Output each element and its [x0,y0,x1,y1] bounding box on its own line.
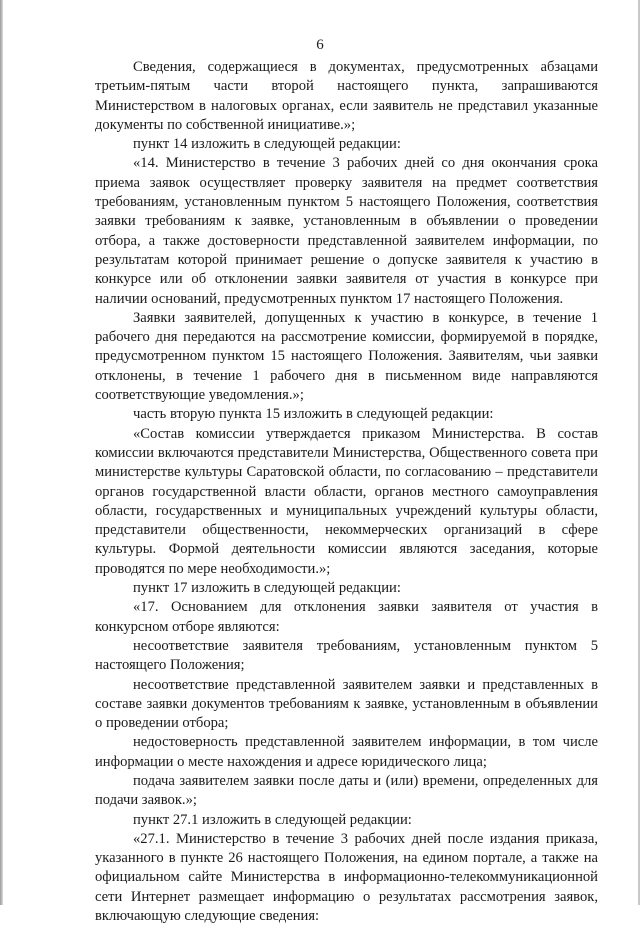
paragraph: «Состав комиссии утверждается приказом Министерства. В состав комиссии включаются представители Министерства, Общественного совета при министерстве культуры Саратовской области, по согласованию – представители органов государственной власти области, органов местного самоуправления области, государственных и муниципальных учреждений культуры области, представители общественности, некоммерческих организаций в сфере культуры. Формой деятельности комиссии являются заседания, которые проводятся по мере необходимости.»; [95,425,598,577]
paragraph: часть вторую пункта 15 изложить в следующей редакции: [133,406,494,423]
document-body [95,58,598,926]
paragraph: пункт 17 изложить в следующей редакции: [133,580,401,597]
paragraph: подача заявителем заявки после даты и (или) времени, определенных для подачи заявок.»; [95,772,598,809]
page-number: 6 [316,37,324,53]
paragraph: пункт 27.1 изложить в следующей редакции: [133,811,412,828]
paragraph: несоответствие представленной заявителем заявки и представленных в составе заявки документов требованиям к заявке, установленным в объявлении о проведении отбора; [95,676,598,732]
paragraph: Заявки заявителей, допущенных к участию в конкурсе, в течение 1 рабочего дня передаются на рассмотрение комиссии, формируемой в порядке, предусмотренном пунктом 15 настоящего Положения. Заявителям, чьи заявки отклонены, в течение 1 рабочего дня в письменном виде направляются соответствующие уведомления.»; [95,309,598,404]
paragraph: пункт 14 изложить в следующей редакции: [133,136,401,153]
scan-left-edge [0,0,3,905]
paragraph: несоответствие заявителя требованиям, установленным пунктом 5 настоящего Положения; [95,637,598,674]
paragraph: «17. Основанием для отклонения заявки заявителя от участия в конкурсном отборе являются: [95,599,598,635]
paragraph: недостоверность представленной заявителем информации, в том числе информации о месте нахождения и адресе юридического лица; [95,734,598,770]
paragraph: Сведения, содержащиеся в документах, предусмотренных абзацами третьим-пятым части второй настоящего пункта, запрашиваются Министерством в налоговых органах, если заявитель не представил указанные документы по собственной инициативе.»; [95,59,598,133]
paragraph: «14. Министерство в течение 3 рабочих дней со дня окончания срока приема заявок осуществляет проверку заявителя на предмет соответствия требованиям, установленным пунктом 5 настоящего Положения, соответствия заявки требованиям к заявке, установленным в объявлении о проведении отбора, а также достоверности представленной заявителем информации, по результатам которой принимает решение о допуске заявителя к участию в конкурсе или об отклонении заявки заявителя от участия в конкурсе при наличии оснований, предусмотренных пунктом 17 настоящего Положения. [95,155,598,307]
paragraph: «27.1. Министерство в течение 3 рабочих дней после издания приказа, указанного в пункте 26 настоящего Положения, на едином портале, а также на официальном сайте Министерства в информационно-телекоммуникационной сети Интернет размещает информацию о результатах рассмотрения заявок, включающую следующие сведения: [95,830,598,925]
